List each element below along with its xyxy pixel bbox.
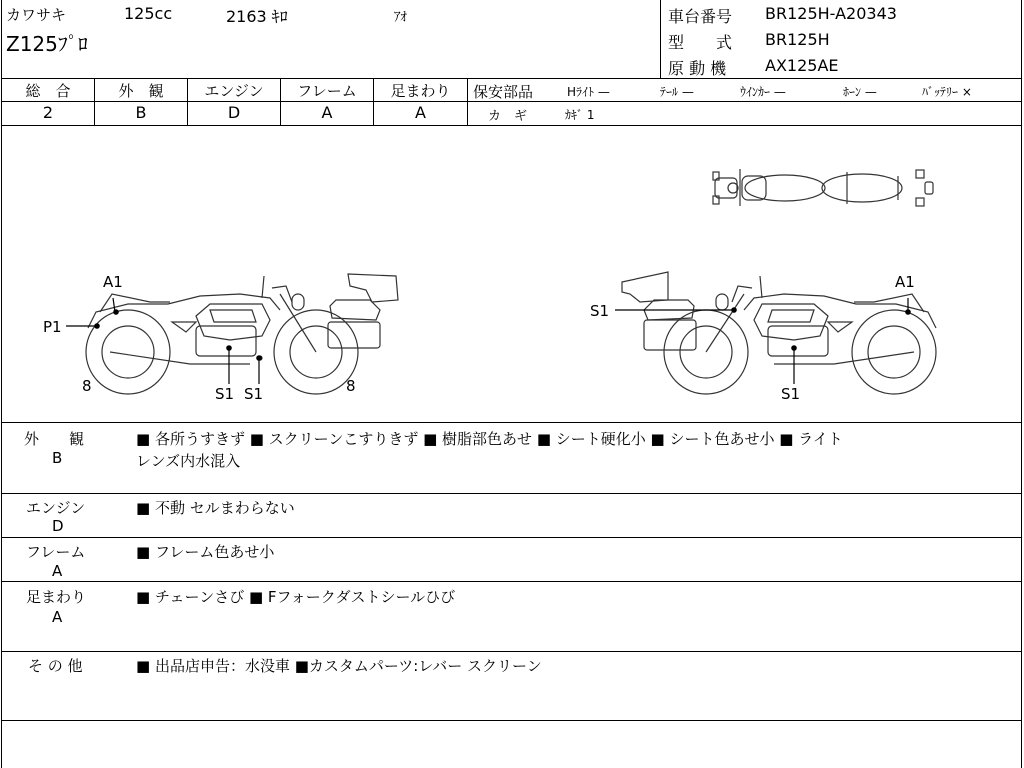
motorcycle-diagram xyxy=(0,126,1024,426)
maker-name: カワサキ xyxy=(6,6,67,24)
note-text-exterior-cont: レンズ内水混入 xyxy=(136,452,241,470)
grade-value-overall: 2 xyxy=(42,103,54,122)
label-s1-left-b: S1 xyxy=(244,385,264,403)
notes-line-4 xyxy=(1,651,1022,652)
displacement: 125cc xyxy=(124,4,173,23)
note-text-frame: ■ フレーム色あせ小 xyxy=(136,543,275,561)
headlight-status: Hﾗｲﾄ — xyxy=(567,85,610,99)
grade-inner-line xyxy=(1,101,467,102)
note-grade-engine: D xyxy=(52,517,64,535)
model-name: Z125ﾌﾟﾛ xyxy=(6,32,88,56)
note-category-suspension: 足まわり xyxy=(26,588,87,606)
note-grade-frame: A xyxy=(52,562,63,580)
note-text-exterior: ■ 各所うすきず ■ スクリーンこすりきず ■ 樹脂部色あせ ■ シート硬化小 ■ シート色あせ小 ■ ライト xyxy=(136,430,843,448)
body-color: ｱｵ xyxy=(394,10,407,25)
note-text-engine: ■ 不動 セルまわらない xyxy=(136,499,295,517)
mileage: 2163 ｷﾛ xyxy=(226,7,288,26)
header-divider-vertical xyxy=(660,0,661,78)
note-text-suspension: ■ チェーンさび ■ Fフォークダストシールひび xyxy=(136,588,456,606)
frame-number: BR125H-A20343 xyxy=(765,4,897,23)
winker-status: ｳｲﾝｶｰ — xyxy=(740,85,786,99)
grade-value-exterior: B xyxy=(135,103,147,122)
label-a1-right: A1 xyxy=(895,273,915,291)
grade-row-top-line xyxy=(1,78,1022,79)
left-side-view-icon xyxy=(86,274,398,394)
label-s1-right-top: S1 xyxy=(590,302,610,320)
label-a1-left: A1 xyxy=(103,273,123,291)
grade-label-frame: フレーム xyxy=(297,82,357,100)
notes-line-5 xyxy=(1,720,1022,721)
engine-label: 原 動 機 xyxy=(668,59,727,78)
notes-line-3 xyxy=(1,581,1022,582)
notes-line-1 xyxy=(1,493,1022,494)
safety-inner-line xyxy=(467,101,1022,102)
notes-line-2 xyxy=(1,537,1022,538)
type-label: 型 式 xyxy=(668,33,733,52)
note-category-engine: エンジン xyxy=(26,499,86,517)
label-s1-right-bottom: S1 xyxy=(781,385,801,403)
safety-parts-label: 保安部品 xyxy=(473,83,534,101)
grade-value-frame: A xyxy=(321,103,333,122)
top-view-icon xyxy=(713,169,933,206)
grade-label-engine: エンジン xyxy=(204,82,264,100)
note-text-other: ■ 出品店申告：水没車 ■カスタムパーツ:レバー スクリーン xyxy=(136,657,542,675)
grade-col-line-5 xyxy=(467,78,468,125)
frame-number-label: 車台番号 xyxy=(668,7,733,26)
key-value: ｶｷﾞ 1 xyxy=(565,108,595,122)
taillight-status: ﾃｰﾙ — xyxy=(660,85,694,99)
key-label: カ ギ xyxy=(488,109,528,124)
note-grade-exterior: B xyxy=(52,449,63,467)
battery-status: ﾊﾞｯﾃﾘｰ × xyxy=(922,85,972,99)
type-value: BR125H xyxy=(765,30,830,49)
grade-value-suspension: A xyxy=(415,103,426,122)
horn-status: ﾎｰﾝ — xyxy=(843,85,877,99)
note-grade-suspension: A xyxy=(52,608,63,626)
note-category-exterior: 外 観 xyxy=(24,430,85,448)
note-category-frame: フレーム xyxy=(26,543,86,561)
right-side-view-icon xyxy=(622,272,936,394)
grade-label-overall: 総 合 xyxy=(25,82,71,100)
label-rear-wheel: 8 xyxy=(82,377,92,395)
label-p1-left: P1 xyxy=(43,318,62,336)
grade-value-engine: D xyxy=(227,103,241,122)
note-category-other: そ の 他 xyxy=(28,657,83,675)
engine-value: AX125AE xyxy=(765,56,839,75)
grade-label-exterior: 外 観 xyxy=(118,82,164,100)
grade-label-suspension: 足まわり xyxy=(390,82,451,100)
label-front-wheel: 8 xyxy=(346,377,356,395)
label-s1-left-a: S1 xyxy=(215,385,235,403)
